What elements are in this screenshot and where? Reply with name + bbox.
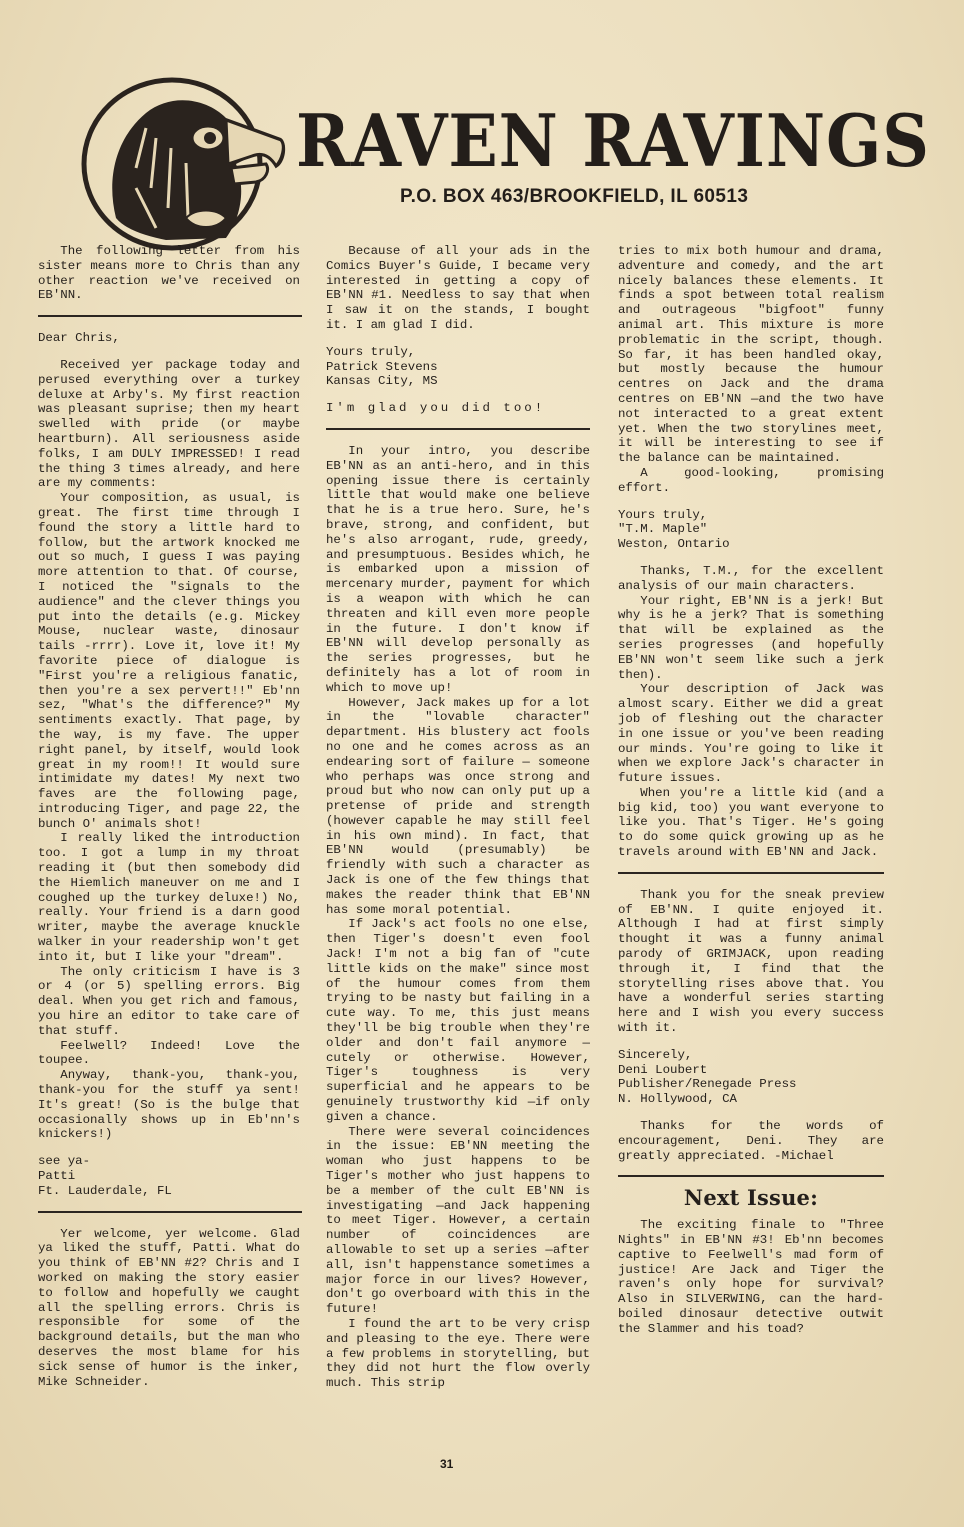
column-3 — [618, 244, 884, 1349]
letter-paragraph: The only criticism I have is 3 or 4 (or 5) spelling errors. Big deal. When you get rich and famous, you hire an editor to take care of that stuff. — [38, 964, 300, 1038]
letter-paragraph: Your composition, as usual, is great. The first time through I found the story a little hard to follow, but the artwork knocked me out so much, I guess I was paying more attention to that. Of course, I noticed the "signals to the audience" and the clever things you put into the details (e.g. Mickey Mouse, nuclear waste, dinosaur tails -rrrr). Love it, love it! My favorite piece of dialogue is "First you're a religious fanatic, then you're a sex pervert!!" Eb'nn sez, "What's the difference?" My sentiments exactly. That page, by the way, is my fave. The upper right panel, by itself, would look great in my room!! It would sure intimidate my dates! My next two faves are the following page, introducing Tiger, and page 22, the bunch O' animals shot! — [38, 491, 300, 831]
next-issue-text: The exciting finale to "Three Nights" in EB'NN #3! Eb'nn becomes captive to Feelwell's mad form of justice! Are Jack and Tiger the raven's only hope for survival? Also in SILVERWING, can the hard-boiled dinosaur detective outwit the Slammer and his toad? — [618, 1218, 884, 1336]
editor-reply: Yer welcome, yer welcome. Glad ya liked the stuff, Patti. What do you think of EB'NN #2? Chris and I worked on making the story easier to follow and hopefully we caught all the spelling errors. Chris is responsible for some of the background details, but the man who deserves the most blame for his sick sense of humor is the inker, Mike Schneider. — [38, 1226, 300, 1389]
letter-paragraph: I found the art to be very crisp and pleasing to the eye. There were a few problems in storytelling, but they did not hurt the flow overly much. This strip — [326, 1316, 590, 1391]
page-title: RAVEN RAVINGS — [296, 98, 930, 183]
letter-paragraph: If Jack's act fools no one else, then Tiger's doesn't even fool Jack! I'm not a big fan of "cute little kids on the make" since most of the humour comes from them trying to be nasty but failing in a cute way. To me, this just means they'll be big trouble when they're older and don't fail anymore — cutely or otherwise. However, Tiger's toughness is very superficial and he appears to be genuinely trustworthy kid —if only given a chance. — [326, 917, 590, 1124]
letter-paragraph: There were several coincidences in the issue: EB'NN meeting the woman who just happens to be Tiger's mother who just happens to be a member of the cult EB'NN is investigating —and Jack happening to meet Tiger. However, a certain number of coincidences are allowable to set up a series —after all, isn't happenstance sometimes a major force in our lives? However, don't go overboard with this in the future! — [326, 1124, 590, 1317]
column-2 — [326, 244, 590, 1391]
editor-reply: Your description of Jack was almost scary. Either we did a great job of fleshing out the character in one issue or you've been reading our minds. You're going to like it when we explore Jack's character in future issues. — [618, 682, 884, 786]
letter-paragraph: In your intro, you describe EB'NN as an anti-hero, and in this opening issue there is certainly little that would make one believe that he is a true hero. Sure, he's brave, strong, and confident, but he's also arrogant, rude, greedy, and presumptuous. Besides which, he is embarked upon a mission of mercenary murder, payment for which is a weapon with which he can threaten and kill even more people in the future. I don't know if EB'NN will develop personally as the series progresses, but he definitely has a lot of room in which to move up! — [326, 443, 590, 695]
mailing-address: P.O. BOX 463/BROOKFIELD, IL 60513 — [400, 186, 749, 207]
editor-reply: Thanks, T.M., for the excellent analysis of our main characters. — [618, 563, 884, 593]
page-number: 31 — [440, 1457, 454, 1471]
letter-signoff: see ya- Patti Ft. Lauderdale, FL — [38, 1154, 172, 1198]
intro-text: The following letter from his sister means more to Chris than any other reaction we've received on EB'NN. — [38, 244, 300, 303]
letter-signoff: Yours truly, "T.M. Maple" Weston, Ontario — [618, 507, 730, 552]
next-issue-heading: Next Issue: — [683, 1185, 819, 1211]
letter-paragraph: Received yer package today and perused everything over a turkey deluxe at Arby's. My first reaction was pleasant suprise; then my heart swelled with pride (or maybe heartburn). All seriousness aside folks, I am DULY IMPRESSED! I read the thing 3 times already, and here are my comments: — [38, 357, 300, 491]
editor-reply: When you're a little kid (and a big kid, too) you want everyone to like you. That's Tiger. He's going to do some quick growing up as he travels around with EB'NN and Jack. — [618, 785, 884, 860]
divider — [618, 872, 884, 874]
letter-signoff: Sincerely, Deni Loubert Publisher/Renegade Press N. Hollywood, CA — [618, 1047, 797, 1107]
salutation: Dear Chris, — [38, 331, 120, 346]
letter-paragraph: Anyway, thank-you, thank-you, thank-you for the stuff ya sent! It's great! (So is the bulge that occasionally shows up in Eb'nn's knickers!) — [38, 1068, 300, 1142]
letter-paragraph: Feelwell? Indeed! Love the toupee. — [38, 1038, 300, 1068]
letter-paragraph: A good-looking, promising effort. — [618, 465, 884, 495]
editor-reply: I'm glad you did too! — [326, 401, 546, 416]
divider — [618, 1175, 884, 1177]
divider — [38, 315, 302, 317]
letter-paragraph: I really liked the introduction too. I got a lump in my throat reading it (but then somebody did the Hiemlich maneuver on me and I coughed up the turkey deluxe!) No, really. Your friend is a darn good writer, maybe the average knuckle walker in your readership won't get into it, but I like your "dream". — [38, 831, 300, 964]
letter-paragraph: tries to mix both humour and drama, adventure and comedy, and the art nicely balances these elements. It finds a spot between total realism and outrageous "bigfoot" funny animal art. This mixture is more problematic in the script, though. So far, it has been handled okay, but mostly because the humour centres on Jack and the drama centres on EB'NN —and the two have not interacted to a great extent yet. When the two storylines meet, it will be interesting to see if the balance can be maintained. — [618, 244, 884, 466]
letter-paragraph: However, Jack makes up for a lot in the "lovable character" department. His blustery act fools no one and he comes across as an endearing sort of failure — someone who perhaps was once strong and proud but who now can only put up a pretense of pride and strength (however capable he may still feel in his own mind). In fact, that EB'NN would (presumably) be friendly with such a character as Jack is one of the few things that makes the reader think that EB'NN has some moral potential. — [326, 695, 590, 917]
divider — [38, 1211, 302, 1213]
column-1 — [38, 244, 300, 1401]
editor-reply: Thanks for the words of encouragement, Deni. They are greatly appreciated. -Michael — [618, 1119, 884, 1163]
letter-signoff: Yours truly, Patrick Stevens Kansas City, MS — [326, 344, 438, 389]
raven-head-icon — [76, 68, 288, 252]
letter-paragraph: Thank you for the sneak preview of EB'NN. I quite enjoyed it. Although I had at first simply thought it was a funny animal parody of GRIMJACK, upon reading through it, I find that the storytelling rises above that. You have a wonderful series starting here and I wish you every success with it. — [618, 887, 884, 1036]
letter-paragraph: Because of all your ads in the Comics Buyer's Guide, I became very interested in getting a copy of EB'NN #1. Needless to say that when I saw it on the stands, I bought it. I am glad I did. — [326, 244, 590, 332]
divider — [326, 428, 590, 430]
editor-reply: Your right, EB'NN is a jerk! But why is he a jerk? That is something that will be explained as the series progresses (and hopefully EB'NN won't seem like such a jerk then). — [618, 593, 884, 682]
